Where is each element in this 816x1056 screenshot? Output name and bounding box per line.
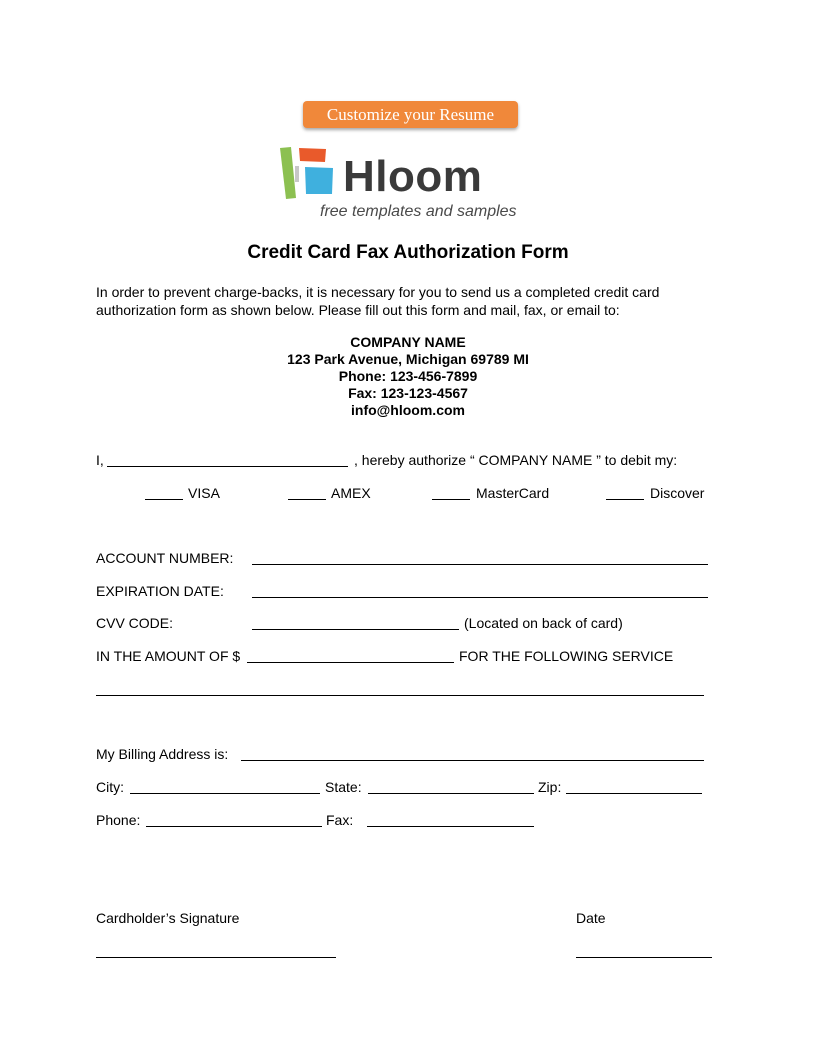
city-field[interactable]	[130, 793, 320, 794]
authorize-prefix: I,	[96, 452, 104, 468]
authorize-suffix: , hereby authorize “ COMPANY NAME ” to debit my:	[354, 452, 678, 468]
company-name: COMPANY NAME	[350, 334, 466, 350]
intro-line-1: In order to prevent charge-backs, it is necessary for you to send us a completed credit card	[96, 284, 660, 300]
account-number-label: ACCOUNT NUMBER:	[96, 550, 234, 566]
brand-tagline: free templates and samples	[320, 203, 517, 220]
company-address: 123 Park Avenue, Michigan 69789 MI	[287, 351, 529, 367]
fax-field[interactable]	[367, 826, 534, 827]
zip-label: Zip:	[538, 779, 562, 795]
customize-resume-button[interactable]: Customize your Resume	[303, 101, 518, 128]
form-title: Credit Card Fax Authorization Form	[247, 242, 569, 263]
zip-field[interactable]	[566, 793, 702, 794]
logo-gray-accent	[295, 166, 299, 182]
card-type-amex: AMEX	[331, 485, 371, 501]
billing-address-field[interactable]	[241, 760, 704, 761]
cvv-code-label: CVV CODE:	[96, 615, 174, 631]
company-fax: Fax: 123-123-4567	[348, 385, 468, 401]
card-type-discover: Discover	[650, 485, 705, 501]
expiration-date-field[interactable]	[252, 597, 708, 598]
service-description-field[interactable]	[96, 695, 704, 696]
date-field[interactable]	[576, 957, 712, 958]
phone-label: Phone:	[96, 812, 141, 828]
discover-blank[interactable]	[606, 499, 644, 500]
logo-green-bar	[280, 147, 296, 199]
amex-blank[interactable]	[288, 499, 326, 500]
signature-field[interactable]	[96, 957, 336, 958]
fax-label: Fax:	[326, 812, 354, 828]
date-label: Date	[576, 910, 606, 926]
state-field[interactable]	[368, 793, 534, 794]
service-label: FOR THE FOLLOWING SERVICE	[459, 648, 674, 664]
intro-line-2: authorization form as shown below. Please fill out this form and mail, fax, or email to:	[96, 302, 620, 318]
cvv-note: (Located on back of card)	[464, 615, 623, 631]
logo-blue-block	[305, 167, 333, 194]
mastercard-blank[interactable]	[432, 499, 470, 500]
hloom-logo-icon	[278, 146, 340, 200]
phone-field[interactable]	[146, 826, 322, 827]
amount-label: IN THE AMOUNT OF $	[96, 648, 241, 664]
intro-paragraph	[96, 283, 716, 319]
billing-address-label: My Billing Address is:	[96, 746, 229, 762]
card-type-visa: VISA	[188, 485, 220, 501]
expiration-date-label: EXPIRATION DATE:	[96, 583, 224, 599]
company-email: info@hloom.com	[351, 402, 465, 418]
state-label: State:	[325, 779, 362, 795]
logo-red-block	[299, 148, 326, 162]
authorizer-name-field[interactable]	[107, 466, 348, 467]
company-phone: Phone: 123-456-7899	[338, 368, 478, 384]
visa-blank[interactable]	[145, 499, 183, 500]
amount-field[interactable]	[247, 662, 454, 663]
brand-name: Hloom	[343, 152, 483, 201]
card-type-mastercard: MasterCard	[476, 485, 550, 501]
signature-label: Cardholder’s Signature	[96, 910, 240, 926]
city-label: City:	[96, 779, 124, 795]
account-number-field[interactable]	[252, 564, 708, 565]
cvv-code-field[interactable]	[252, 629, 459, 630]
